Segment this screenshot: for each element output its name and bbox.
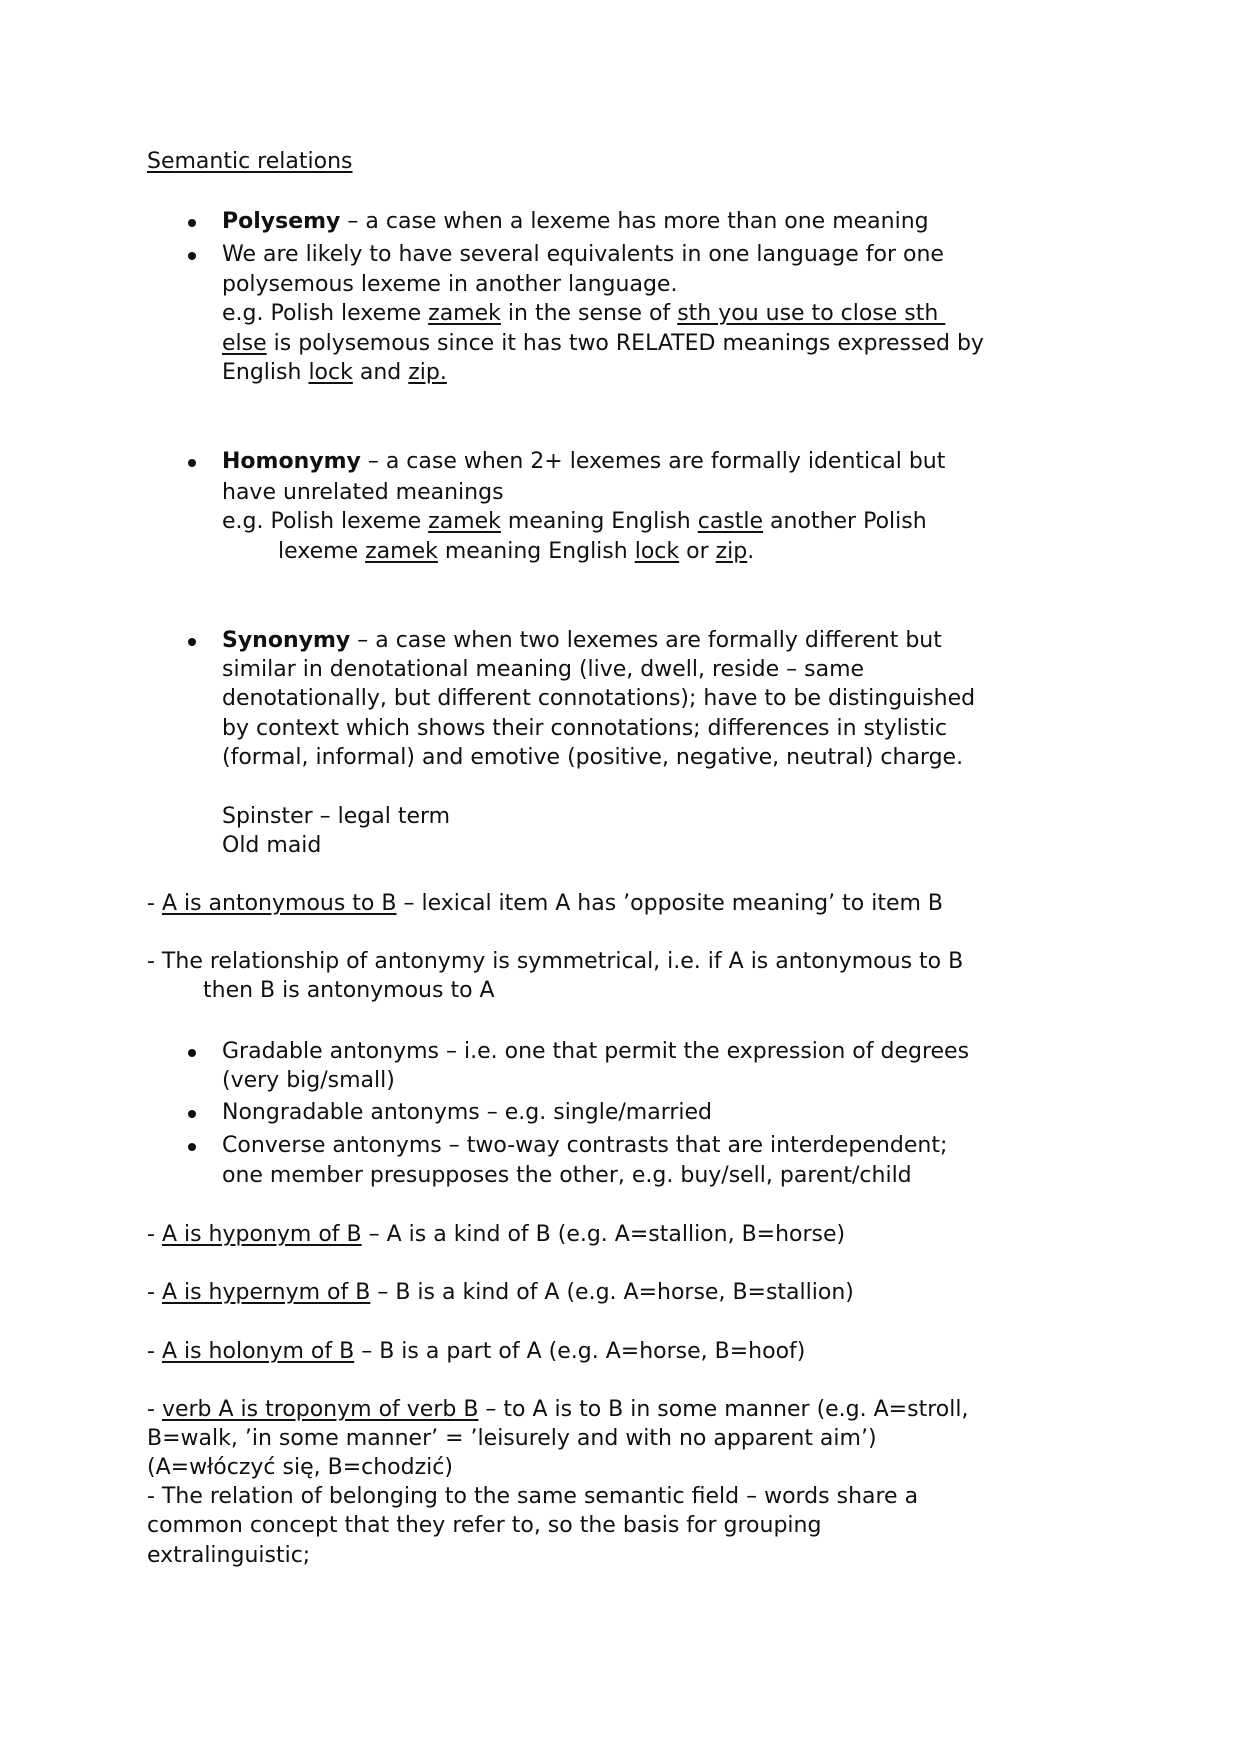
underlined-text: zamek <box>365 539 438 564</box>
text-segment: is polysemous since it has two RELATED meanings expressed by <box>266 331 984 356</box>
text-line <box>147 889 943 919</box>
text-segment: Gradable antonyms – i.e. one that permit the expression of degrees <box>222 1039 970 1064</box>
text-segment: - The relation of belonging to the same semantic field – words share a <box>147 1484 919 1509</box>
page-title <box>147 147 352 177</box>
text-segment: – a case when a lexeme has more than one meaning <box>340 209 929 234</box>
underlined-text: A is holonym of B <box>161 1339 355 1364</box>
text-segment: . <box>747 539 755 564</box>
underlined-text: sth you use to close sth <box>677 301 946 326</box>
text-segment: one member presupposes the other, e.g. buy/sell, parent/child <box>222 1163 912 1188</box>
bullet-icon <box>188 1143 196 1151</box>
text-line <box>222 1066 395 1096</box>
text-segment: meaning English <box>500 509 698 534</box>
bullet-icon <box>188 1049 196 1057</box>
underlined-text: zip. <box>408 360 447 385</box>
text-segment: – B is a part of A (e.g. A=horse, B=hoof) <box>354 1339 806 1364</box>
text-segment: – lexical item A has ’opposite meaning’ to item B <box>396 891 944 916</box>
text-segment: polysemous lexeme in another language. <box>222 272 678 297</box>
text-segment: We are likely to have several equivalents in one language for one <box>222 242 944 267</box>
text-segment: - <box>147 1339 162 1364</box>
text-line <box>222 1098 712 1128</box>
text-segment: (formal, informal) and emotive (positive, negative, neutral) charge. <box>222 745 964 770</box>
term-heading: Polysemy <box>222 209 341 234</box>
text-segment: then B is antonymous to A <box>203 978 495 1003</box>
text-line <box>222 478 504 508</box>
text-segment: lexeme <box>278 539 366 564</box>
text-segment: B=walk, ’in some manner’ = ’leisurely and with no apparent aim’) <box>147 1426 877 1451</box>
text-line <box>222 207 929 237</box>
text-segment: English <box>222 360 309 385</box>
text-line <box>222 1131 947 1161</box>
underlined-text: A is hyponym of B <box>161 1222 362 1247</box>
underlined-text: A is antonymous to B <box>161 891 397 916</box>
underlined-text: A is hypernym of B <box>161 1280 371 1305</box>
text-segment: – A is a kind of B (e.g. A=stallion, B=horse) <box>361 1222 846 1247</box>
text-segment: Spinster – legal term <box>222 804 451 829</box>
underlined-text: zip <box>715 539 748 564</box>
text-segment: in the sense of <box>500 301 678 326</box>
underlined-text: zamek <box>428 301 501 326</box>
underlined-text: lock <box>634 539 680 564</box>
text-line <box>222 626 942 656</box>
text-line <box>147 1541 310 1571</box>
text-segment: Converse antonyms – two-way contrasts that are interdependent; <box>222 1133 948 1158</box>
text-line <box>203 976 495 1006</box>
underlined-text: lock <box>308 360 353 385</box>
text-segment: another Polish <box>763 509 927 534</box>
bullet-icon <box>188 638 196 646</box>
text-segment: extralinguistic; <box>147 1543 311 1568</box>
text-segment: e.g. Polish lexeme <box>222 301 429 326</box>
text-line <box>222 655 864 685</box>
text-line <box>147 1395 968 1425</box>
text-segment: Old maid <box>222 833 322 858</box>
text-line <box>147 1278 854 1308</box>
text-segment: - <box>147 1397 162 1422</box>
text-line <box>222 1161 912 1191</box>
underlined-text: zamek <box>428 509 501 534</box>
text-line <box>147 1424 877 1454</box>
bullet-icon <box>188 252 196 260</box>
text-segment: Nongradable antonyms – e.g. single/married <box>222 1100 713 1125</box>
text-segment: - <box>147 1222 162 1247</box>
text-line <box>147 1220 845 1250</box>
text-line <box>222 329 984 359</box>
text-segment: – B is a kind of A (e.g. A=horse, B=stallion) <box>370 1280 854 1305</box>
text-segment: (very big/small) <box>222 1068 395 1093</box>
underlined-text: else <box>222 331 267 356</box>
text-segment: – a case when 2+ lexemes are formally identical but <box>360 449 946 474</box>
text-line <box>222 240 944 270</box>
text-line <box>222 299 945 329</box>
text-segment: e.g. Polish lexeme <box>222 509 429 534</box>
text-line <box>222 743 963 773</box>
text-line <box>222 1037 969 1067</box>
text-segment: – to A is to B in some manner (e.g. A=stroll, <box>478 1397 969 1422</box>
text-line <box>278 537 754 567</box>
text-line <box>147 1453 453 1483</box>
bullet-icon <box>188 1110 196 1118</box>
text-line <box>147 1482 918 1512</box>
bullet-icon <box>188 459 196 467</box>
text-line <box>147 947 963 977</box>
text-segment: - <box>147 1280 162 1305</box>
text-segment: or <box>679 539 716 564</box>
text-line <box>222 507 927 537</box>
text-segment: - <box>147 891 162 916</box>
text-segment: have unrelated meanings <box>222 480 504 505</box>
text-segment: meaning English <box>437 539 635 564</box>
text-segment: and <box>352 360 409 385</box>
underlined-text: castle <box>697 509 764 534</box>
term-heading: Homonymy <box>222 449 361 474</box>
text-segment: common concept that they refer to, so the basis for grouping <box>147 1513 822 1538</box>
text-line <box>222 270 677 300</box>
text-segment: - The relationship of antonymy is symmetrical, i.e. if A is antonymous to B <box>147 949 964 974</box>
bullet-icon <box>188 219 196 227</box>
text-segment: denotationally, but different connotations); have to be distinguished <box>222 686 976 711</box>
text-segment: similar in denotational meaning (live, dwell, reside – same <box>222 657 865 682</box>
text-line <box>222 802 450 832</box>
text-line <box>222 714 947 744</box>
text-segment: (A=włóczyć się, B=chodzić) <box>147 1455 453 1480</box>
text-segment: by context which shows their connotations; differences in stylistic <box>222 716 948 741</box>
underlined-text: verb A is troponym of verb B <box>161 1397 479 1422</box>
text-line <box>147 1511 821 1541</box>
text-line <box>222 831 321 861</box>
term-heading: Synonymy <box>222 628 351 653</box>
text-line <box>222 358 447 388</box>
text-line <box>222 447 945 477</box>
text-line <box>222 684 975 714</box>
text-line <box>147 1337 805 1367</box>
underlined-text: Semantic relations <box>147 149 353 174</box>
text-segment: – a case when two lexemes are formally different but <box>350 628 942 653</box>
